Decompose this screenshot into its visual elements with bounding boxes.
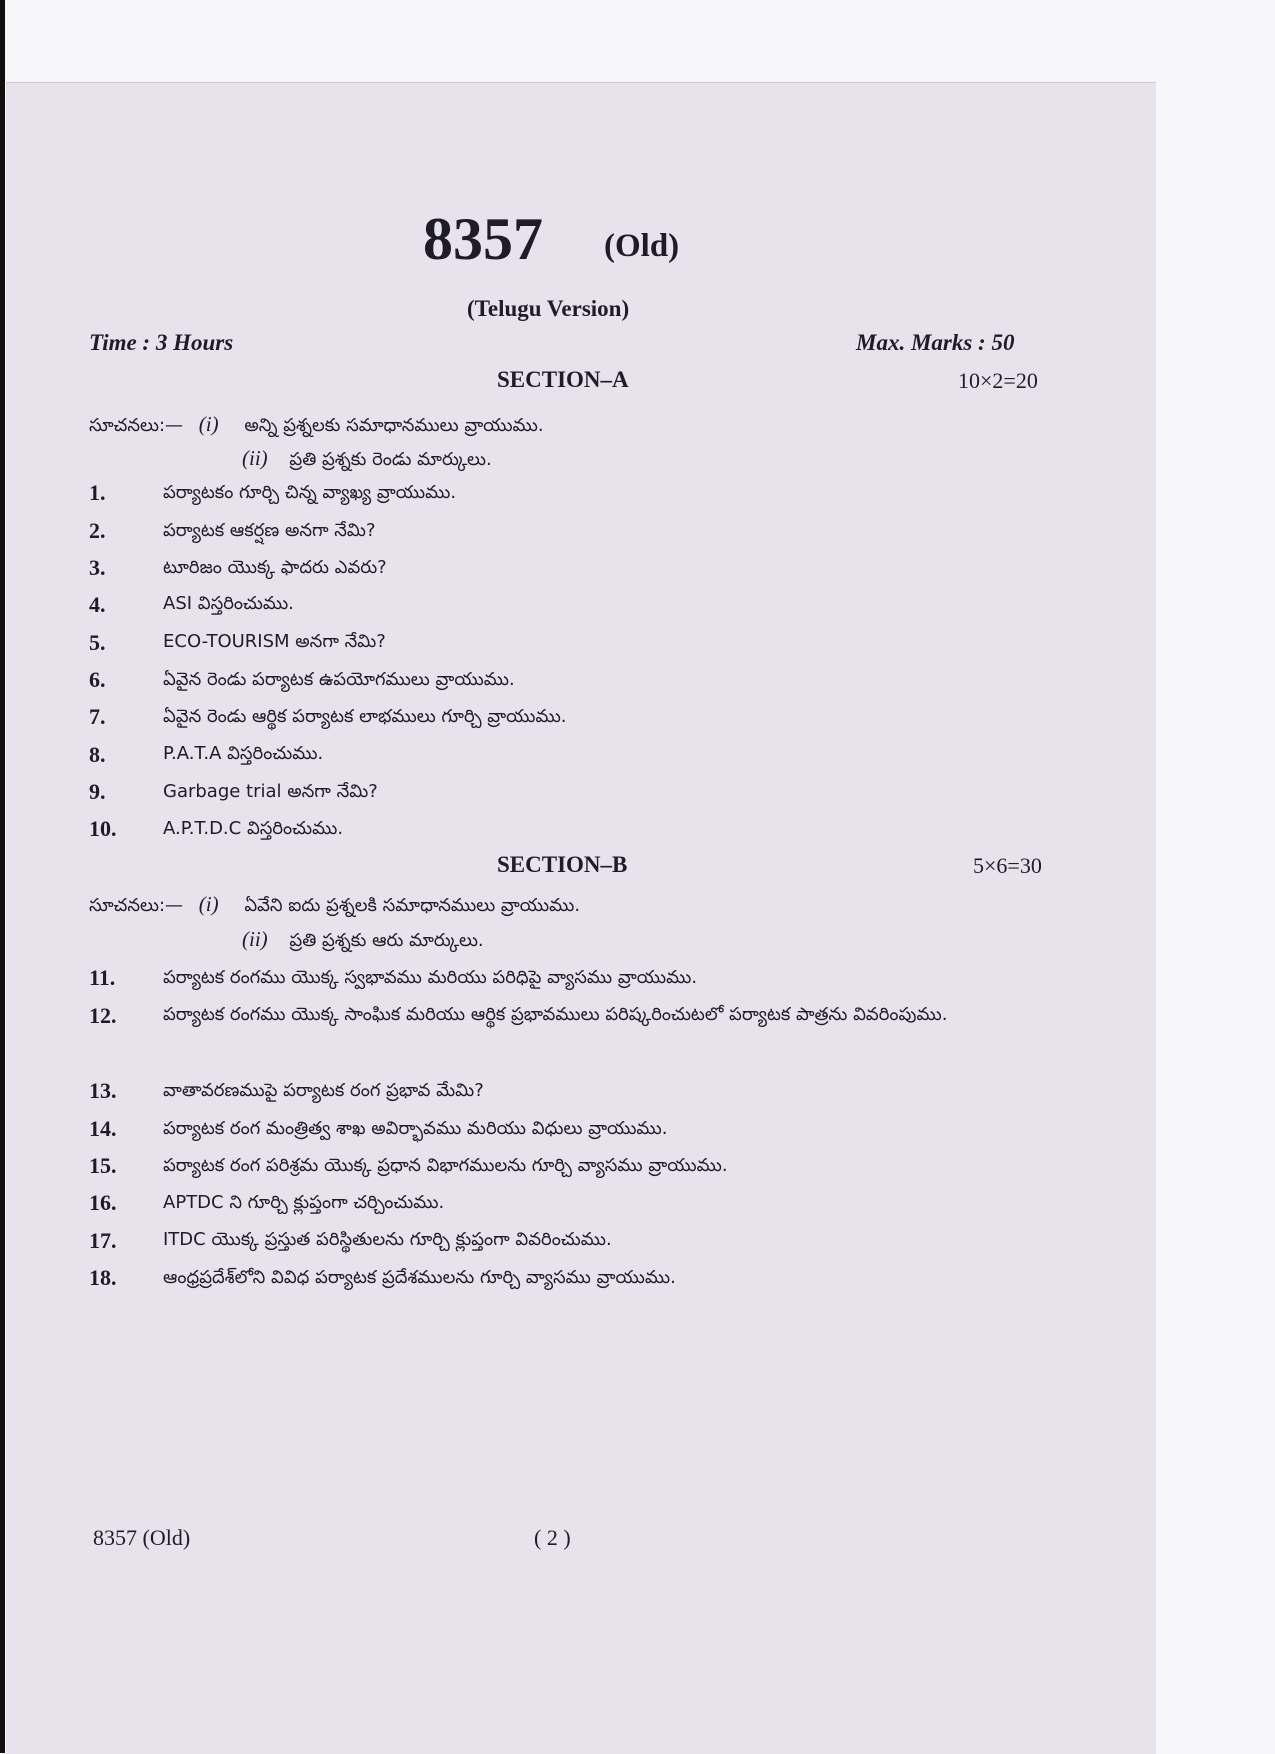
instruction-number: (i) [198,412,219,436]
instruction-text: అన్ని ప్రశ్నలకు సమాధానములు వ్రాయుము. [244,415,544,436]
question-number: 16. [89,1190,117,1215]
question-text: ఏవైన రెండు పర్యాటక ఉపయోగములు వ్రాయుము. [163,669,515,690]
question-text: Garbage trial అనగా నేమి? [163,781,378,802]
section-a-score: 10×2=20 [958,368,1038,393]
version-label: (Telugu Version) [467,296,630,321]
time-allowed: Time : 3 Hours [89,330,234,355]
question-text: ITDC యొక్క ప్రస్తుత పరిస్థితులను గూర్చి క్లుప్తంగా వివరించుము. [163,1229,612,1250]
question-number: 1. [89,480,106,505]
question-number: 5. [89,630,106,655]
instructions-label: సూచనలు:— [89,895,184,916]
instruction-number: (ii) [242,927,268,951]
question-text: APTDC ని గూర్చి క్లుప్తంగా చర్చించుము. [163,1192,445,1213]
question-text: ASI విస్తరించుము. [163,593,294,614]
question-number: 11. [89,965,116,990]
page-number: ( 2 ) [534,1525,571,1550]
question-number: 2. [89,518,106,543]
question-text: పర్యాటక రంగ మంత్రిత్వ శాఖ అవిర్భావము మరియు విధులు వ్రాయుము. [163,1118,668,1139]
max-marks: Max. Marks : 50 [856,330,1015,355]
question-text: పర్యాటక రంగము యొక్క స్వభావము మరియు పరిధిపై వ్యాసము వ్రాయుము. [163,967,698,988]
section-b-score: 5×6=30 [973,853,1042,878]
question-number: 17. [89,1228,117,1253]
question-number: 6. [89,667,106,692]
question-number: 10. [89,816,117,841]
instruction-text: ప్రతి ప్రశ్నకు రెండు మార్కులు. [289,449,492,470]
question-number: 9. [89,779,106,804]
instruction-text: ఏవేని ఐదు ప్రశ్నలకి సమాధానములు వ్రాయుము. [244,895,581,916]
paper-code-suffix: (Old) [604,228,680,264]
question-number: 8. [89,742,106,767]
section-b-instruction-2 [242,927,484,955]
question-text: ECO-TOURISM అనగా నేమి? [163,631,386,652]
instruction-number: (i) [198,892,219,916]
question-number: 18. [89,1265,117,1290]
section-b-instruction-1 [89,892,580,920]
instructions-label: సూచనలు:— [89,415,184,436]
scan-edge-rule [0,0,5,1753]
question-number: 12. [89,1003,117,1028]
question-text: A.P.T.D.C విస్తరించుము. [163,818,344,839]
footer-paper-code: 8357 (Old) [93,1525,191,1550]
question-number: 15. [89,1153,117,1178]
section-a-instruction-2 [242,446,492,474]
question-text: ఆంధ్రప్రదేశ్‌లోని వివిధ పర్యాటక ప్రదేశములను గూర్చి వ్యాసము వ్రాయుము. [163,1267,676,1288]
paper-code: 8357 [423,206,543,272]
question-text: వాతావరణముపై పర్యాటక రంగ ప్రభావ మేమి? [163,1080,484,1101]
instruction-number: (ii) [242,446,268,470]
question-text: P.A.T.A విస్తరించుము. [163,743,324,764]
question-number: 7. [89,704,106,729]
question-text: పర్యాటక రంగము యొక్క సాంఘిక మరియు ఆర్థిక ప్రభావములు పరిష్కరించుటలో పర్యాటక పాత్రను వివరింపుము. [163,1004,948,1025]
instruction-text: ప్రతి ప్రశ్నకు ఆరు మార్కులు. [289,930,484,951]
question-number: 3. [89,555,106,580]
question-text: పర్యాటక ఆకర్షణ అనగా నేమి? [163,520,376,541]
question-number: 13. [89,1078,117,1103]
section-a-title: SECTION–A [497,367,629,392]
section-a-instruction-1 [89,412,544,440]
question-text: పర్యాటకం గూర్చి చిన్న వ్యాఖ్య వ్రాయుము. [163,482,457,503]
question-text: పర్యాటక రంగ పరిశ్రమ యొక్క ప్రధాన విభాగములను గూర్చి వ్యాసము వ్రాయుము. [163,1155,728,1176]
question-number: 4. [89,592,106,617]
section-b-title: SECTION–B [497,852,628,877]
question-text: టూరిజం యొక్క ఫాదరు ఎవరు? [163,557,387,578]
question-number: 14. [89,1116,117,1141]
question-text: ఏవైన రెండు ఆర్థిక పర్యాటక లాభములు గూర్చి వ్రాయుము. [163,706,567,727]
